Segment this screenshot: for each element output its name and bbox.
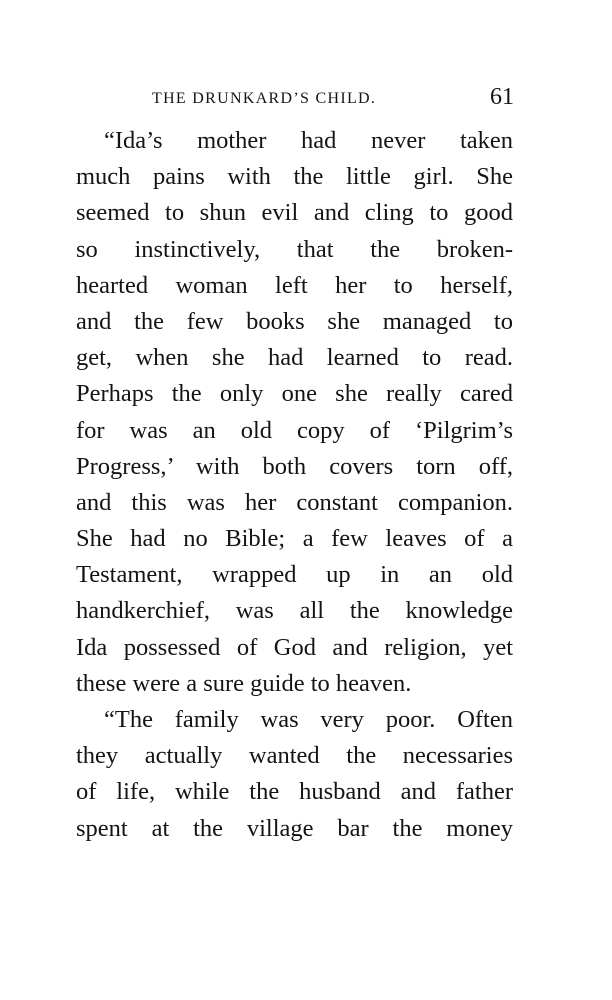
running-title: THE DRUNKARD’S CHILD. <box>152 90 377 107</box>
page-number: 61 <box>490 84 514 110</box>
text-line: She had no Bible; a few leaves of a <box>76 525 513 553</box>
body-text <box>76 123 513 847</box>
text-line: Progress,’ with both covers torn off, <box>76 452 513 480</box>
text-line: they actually wanted the necessaries <box>76 742 513 770</box>
text-line: so instinctively, that the broken- <box>76 235 513 263</box>
text-line: handkerchief, was all the knowledge <box>76 597 513 625</box>
text-line: and this was her constant companion. <box>76 488 513 516</box>
running-head <box>152 86 514 110</box>
text-line: and the few books she managed to <box>76 307 513 335</box>
text-line: Testament, wrapped up in an old <box>76 561 513 589</box>
text-line: much pains with the little girl. She <box>76 163 513 191</box>
text-line: Perhaps the only one she really cared <box>76 380 513 408</box>
text-line: Ida possessed of God and religion, yet <box>76 633 513 661</box>
text-line: for was an old copy of ‘Pilgrim’s <box>76 416 513 444</box>
text-line: spent at the village bar the money <box>76 814 513 842</box>
text-line: “Ida’s mother had never taken <box>104 127 513 154</box>
text-line: “The family was very poor. Often <box>104 706 513 733</box>
text-line: seemed to shun evil and cling to good <box>76 199 513 227</box>
text-line: hearted woman left her to herself, <box>76 271 513 299</box>
text-line: these were a sure guide to heaven. <box>76 669 412 697</box>
text-line: get, when she had learned to read. <box>76 344 513 372</box>
text-line: of life, while the husband and father <box>76 778 513 806</box>
